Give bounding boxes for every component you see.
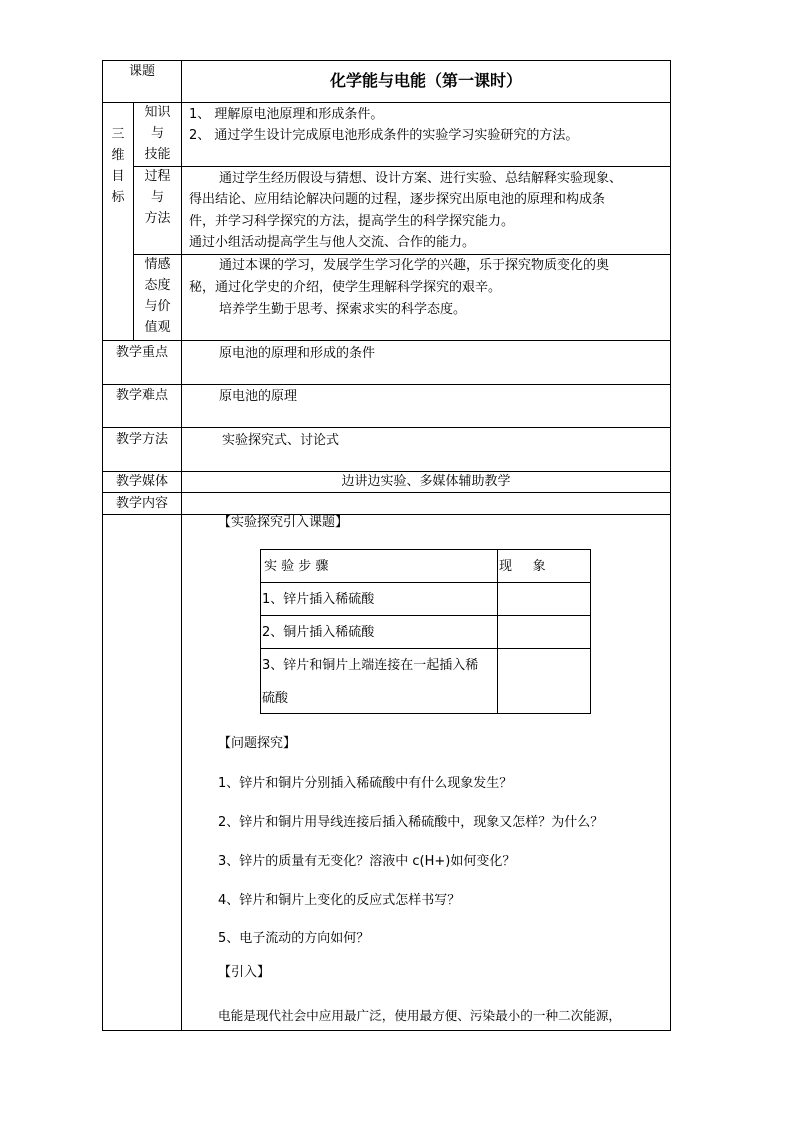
row-divider xyxy=(102,384,671,385)
column-divider xyxy=(181,102,182,341)
question-item: 1、锌片和铜片分别插入稀硫酸中有什么现象发生？ xyxy=(218,776,513,791)
row-divider xyxy=(102,427,671,428)
exp-step-row: 硫酸 xyxy=(262,691,289,706)
knowledge-label-line: 技能 xyxy=(144,147,171,162)
exp-table-border xyxy=(590,549,591,714)
experiment-heading: 【实验探究引入课题】 xyxy=(218,515,349,530)
process-text-line: 件，并学习科学探究的方法，提高学生的科学探究能力。 xyxy=(189,214,515,229)
row-divider xyxy=(102,471,671,472)
method-label: 教学方法 xyxy=(115,432,168,447)
objectives-label-char: 目 xyxy=(111,169,125,184)
knowledge-label-line: 与 xyxy=(150,126,164,141)
row-divider xyxy=(102,340,671,341)
question-heading: 【问题探究】 xyxy=(218,736,297,751)
emotion-text-line: 通过本课的学习，发展学生学习化学的兴趣，乐于探究物质变化的奥 xyxy=(219,258,610,273)
emotion-text-line: 秘，通过化学史的介绍，使学生理解科学探究的艰辛。 xyxy=(189,280,502,295)
exp-table-border xyxy=(260,549,591,550)
knowledge-label-line: 知识 xyxy=(144,105,171,120)
process-text-line: 通过学生经历假设与猜想、设计方案、进行实验、总结解释实验现象、 xyxy=(219,171,623,186)
media-label: 教学媒体 xyxy=(115,474,168,489)
exp-table-border xyxy=(260,615,591,616)
table-border-top xyxy=(102,60,671,61)
row-divider xyxy=(102,492,671,493)
row-divider xyxy=(133,254,671,255)
exp-step-row: 3、锌片和铜片上端连接在一起插入稀 xyxy=(262,658,479,673)
topic-label: 课题 xyxy=(128,64,155,79)
emotion-label-line: 情感 xyxy=(144,257,171,272)
process-text-line: 得出结论、应用结论解决问题的过程，逐步探究出原电池的原理和构成条 xyxy=(189,192,606,207)
focus-value: 原电池的原理和形成的条件 xyxy=(219,346,376,361)
intro-heading: 【引入】 xyxy=(218,965,271,980)
question-item: 2、锌片和铜片用导线连接后插入稀硫酸中，现象又怎样？为什么？ xyxy=(218,815,604,830)
exp-col-result: 现 象 xyxy=(499,559,546,574)
media-value: 边讲边实验、多媒体辅助教学 xyxy=(341,474,511,489)
exp-table-border xyxy=(260,648,591,649)
difficulty-label: 教学难点 xyxy=(115,388,168,403)
knowledge-item: 2、 通过学生设计完成原电池形成条件的实验学习实验研究的方法。 xyxy=(189,128,579,143)
process-text-line: 通过小组活动提高学生与他人交流、合作的能力。 xyxy=(189,235,476,250)
objectives-label-char: 三 xyxy=(111,127,125,142)
exp-table-border xyxy=(260,582,591,583)
process-label-line: 方法 xyxy=(144,211,171,226)
emotion-label-line: 态度 xyxy=(144,278,171,293)
difficulty-value: 原电池的原理 xyxy=(219,389,298,404)
focus-label: 教学重点 xyxy=(115,345,168,360)
row-divider xyxy=(102,102,671,103)
exp-table-border xyxy=(497,549,498,714)
question-item: 3、锌片的质量有无变化？溶液中 c(H+)如何变化？ xyxy=(218,854,516,869)
intro-text: 电能是现代社会中应用最广泛，使用最方便、污染最小的一种二次能源， xyxy=(218,1008,621,1023)
objectives-label-char: 标 xyxy=(111,190,125,205)
exp-step-row: 2、铜片插入稀硫酸 xyxy=(262,625,375,640)
emotion-text-line: 培养学生勤于思考、探索求实的科学态度。 xyxy=(219,302,467,317)
table-border-bottom xyxy=(102,1030,671,1031)
row-divider xyxy=(102,514,671,515)
row-divider xyxy=(133,166,671,167)
emotion-label-line: 值观 xyxy=(144,320,171,335)
table-border-right xyxy=(670,60,671,1031)
page-title: 化学能与电能（第一课时） xyxy=(329,71,522,90)
question-item: 5、电子流动的方向如何？ xyxy=(218,931,370,946)
knowledge-item: 1、 理解原电池原理和形成条件。 xyxy=(189,107,384,122)
process-label-line: 过程 xyxy=(144,169,171,184)
table-border-left xyxy=(102,60,103,1031)
exp-col-step: 实 验 步 骤 xyxy=(264,559,329,574)
content-label: 教学内容 xyxy=(115,496,168,511)
process-label-line: 与 xyxy=(150,190,164,205)
column-divider xyxy=(181,340,182,492)
emotion-label-line: 与价 xyxy=(144,299,171,314)
question-item: 4、锌片和铜片上变化的反应式怎样书写？ xyxy=(218,893,461,908)
exp-table-border xyxy=(260,549,261,714)
column-divider xyxy=(181,492,182,1031)
objectives-label-char: 维 xyxy=(111,148,125,163)
exp-table-border xyxy=(260,713,591,714)
exp-step-row: 1、锌片插入稀硫酸 xyxy=(262,592,375,607)
method-value: 实验探究式、讨论式 xyxy=(222,433,340,448)
